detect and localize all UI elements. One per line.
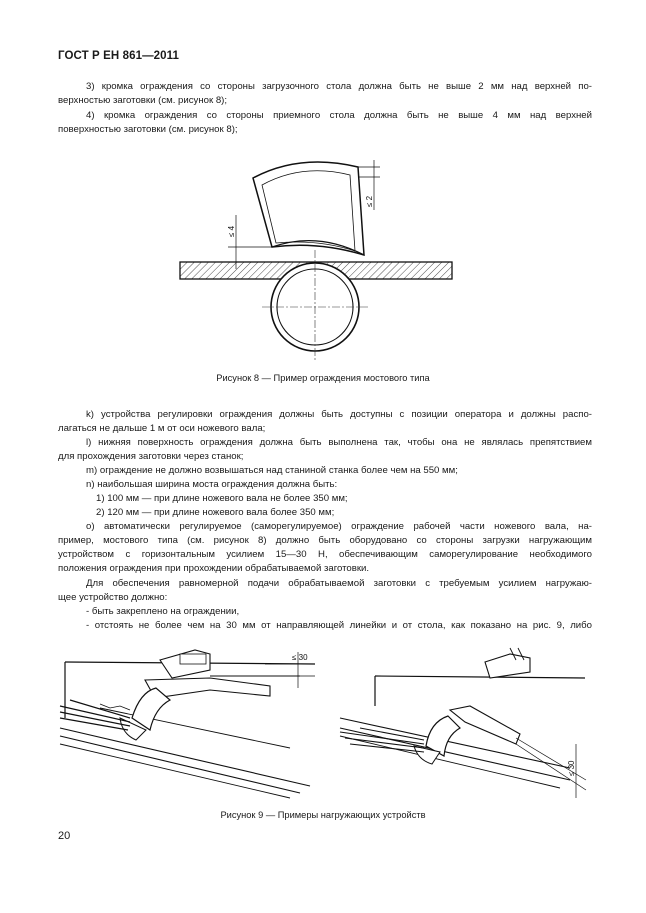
item-m: m) ограждение не должно возвышаться над станиной станка более чем на 550 мм; bbox=[86, 465, 458, 476]
item-k-line-1: k) устройства регулировки ограждения должны быть доступны с позиции оператора и должны распо- bbox=[86, 409, 592, 420]
summary-line-2: щее устройство должно: bbox=[58, 592, 168, 603]
item-k-line-2: лагаться не дальше 1 м от оси ножевого вала; bbox=[58, 423, 266, 434]
dash-item-1: - быть закреплено на ограждении, bbox=[86, 606, 240, 617]
figure-9-caption: Рисунок 9 — Примеры нагружающих устройств bbox=[220, 810, 426, 820]
dash-item-2: - отстоять не более чем на 30 мм от направляющей линейки и от стола, как показано на рис. 9, либо bbox=[86, 620, 592, 631]
item-l-line-2: для прохождения заготовки через станок; bbox=[58, 451, 244, 462]
item-n: n) наибольшая ширина моста ограждения должна быть: bbox=[86, 479, 338, 490]
dim-left-label: ≤ 30 bbox=[292, 653, 308, 662]
dim-right-label: ≤ 30 bbox=[567, 760, 576, 776]
figure-9-right-drawing bbox=[340, 648, 590, 798]
item-o-line-2: пример, мостового типа (см. рисунок 8) должно быть оборудовано со стороны загрузки нагружающим bbox=[58, 535, 592, 546]
figure-8-caption: Рисунок 8 — Пример ограждения мостового типа bbox=[216, 373, 430, 383]
figure-8-drawing bbox=[0, 145, 646, 365]
dim-lower-label: ≤ 4 bbox=[227, 225, 236, 237]
figure-9-left-drawing bbox=[60, 648, 320, 798]
item-3-line-1: 3) кромка ограждения со стороны загрузочного стола должна быть не выше 2 мм над верхней по- bbox=[86, 81, 592, 92]
item-o-line-4: положения ограждения при прохождении обрабатываемой заготовки. bbox=[58, 563, 370, 574]
dim-upper-label: ≤ 2 bbox=[365, 195, 374, 207]
summary-line-1: Для обеспечения равномерной подачи обрабатываемой заготовки с требуемым усилием нагружаю- bbox=[86, 578, 592, 589]
item-4-line-2: поверхностью заготовки (см. рисунок 8); bbox=[58, 124, 238, 135]
item-l-line-1: l) нижняя поверхность ограждения должна быть выполнена так, чтобы она не являлась препятствием bbox=[86, 437, 592, 448]
item-n-2: 2) 120 мм — при длине ножевого вала более 350 мм; bbox=[96, 507, 335, 518]
item-o-line-1: o) автоматически регулируемое (саморегулируемое) ограждение рабочей части ножевого вала, на- bbox=[86, 521, 592, 532]
item-3-line-2: верхностью заготовки (см. рисунок 8); bbox=[58, 95, 228, 106]
document-header: ГОСТ Р ЕН 861—2011 bbox=[58, 50, 180, 62]
page-number: 20 bbox=[58, 830, 71, 842]
item-4-line-1: 4) кромка ограждения со стороны приемного стола должна быть не выше 4 мм над верхней bbox=[86, 110, 592, 121]
item-n-1: 1) 100 мм — при длине ножевого вала не более 350 мм; bbox=[96, 493, 348, 504]
item-o-line-3: устройством с горизонтальным усилием 15—30 Н, обеспечивающим саморегулирование необходимого bbox=[58, 549, 592, 560]
